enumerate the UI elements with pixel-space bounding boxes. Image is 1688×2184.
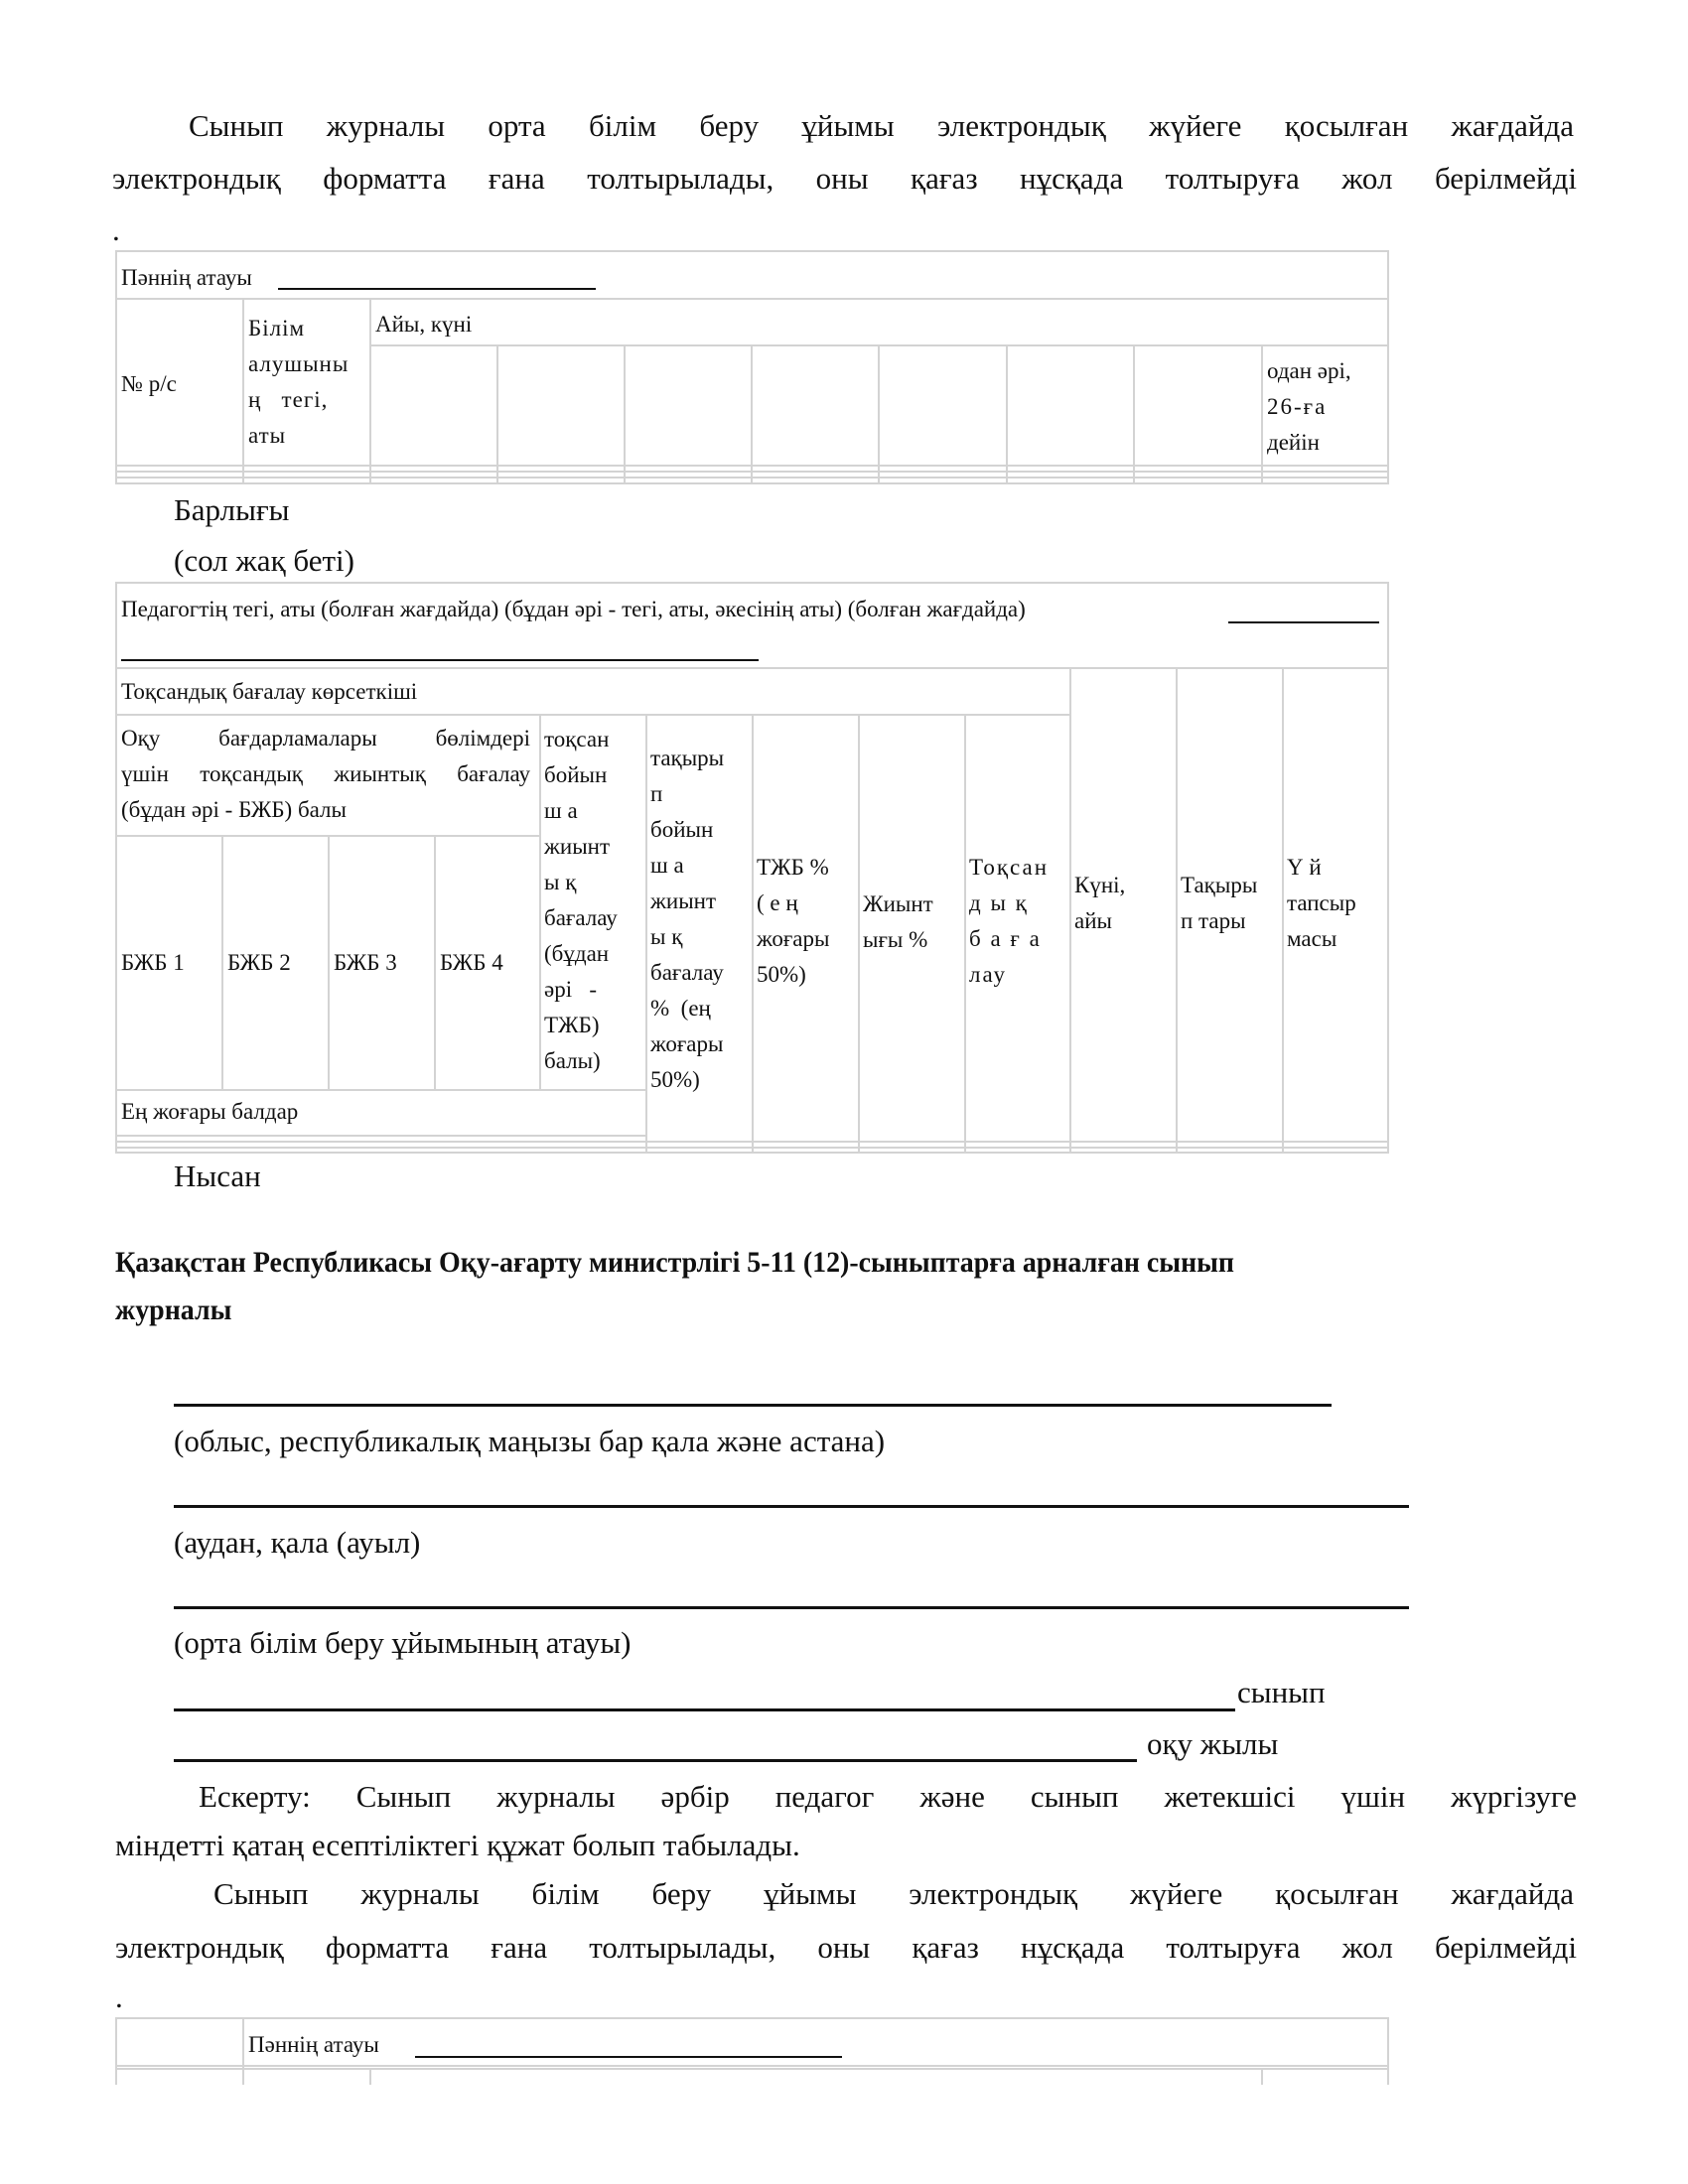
topic-line: тақыры <box>650 746 725 770</box>
teacher-name-field-2[interactable] <box>121 659 759 661</box>
col-further-header <box>1267 353 1351 461</box>
tzhb-line: (бұдан <box>544 941 610 966</box>
left-page-label: (сол жақ беті) <box>174 543 354 578</box>
journal-title-line1: Қазақстан Республикасы Оқу-ағарту министрлігі 5-11 (12)-сыныптарға арналған сынып <box>115 1246 1235 1279</box>
homework-header <box>1287 850 1356 957</box>
topics-header <box>1181 868 1257 939</box>
district-field[interactable] <box>174 1505 1409 1508</box>
note-line2: міндетті қатаң есептіліктегі құжат болып табылады. <box>115 1828 800 1862</box>
note-line1: Ескерту: Сынып журналы әрбір педагог және сынып жетекшісі үшін жүргізуге <box>199 1779 1577 1814</box>
tzhb-line: ш а <box>544 798 578 823</box>
tzhb-line: балы) <box>544 1048 601 1073</box>
tzhb-line: тоқсан <box>544 727 610 751</box>
tzhb-line: жиынт <box>544 834 611 859</box>
col-student-header <box>248 311 365 454</box>
tzhb-pct-line: 50%) <box>757 962 806 987</box>
school-year-suffix-label: оқу жылы <box>1147 1726 1279 1761</box>
outro-paragraph-line1: Сынып журналы білім беру ұйымы электрондық жүйеге қосылған жағдайда <box>213 1876 1574 1911</box>
school-name-field-label: (орта білім беру ұйымының атауы) <box>174 1625 632 1660</box>
topics-line: Тақыры <box>1181 873 1258 897</box>
school-name-field[interactable] <box>174 1606 1409 1609</box>
outro-paragraph-line2: электрондық форматта ғана толтырылады, оны қағаз нұсқада толтыруға жол берілмейді <box>115 1930 1577 1965</box>
bjb-4-header: БЖБ 4 <box>440 950 503 975</box>
topics-line: п тары <box>1181 908 1246 933</box>
subject-name-field[interactable] <box>278 288 596 290</box>
intro-paragraph-line1: Сынып журналы орта білім беру ұйымы электрондық жүйеге қосылған жағдайда <box>189 108 1574 143</box>
max-scores-label: Ең жоғары балдар <box>121 1099 299 1124</box>
subject-name-label: Пәннің атауы <box>121 265 252 290</box>
tzhb-line: бойын <box>544 762 608 787</box>
tzhb-percent-header <box>757 850 829 993</box>
col-student-line: аты <box>248 423 287 448</box>
col-further-line: дейін <box>1267 430 1320 455</box>
quarter-grade-line: лау <box>969 962 1008 987</box>
outro-paragraph-dot: . <box>115 1979 123 2014</box>
tzhb-line: әрі - <box>544 977 598 1002</box>
topic-line: 50%) <box>650 1067 700 1092</box>
bjb-header-line: Оқу бағдарламалары бөлімдері <box>121 726 530 751</box>
bjb-3-header: БЖБ 3 <box>334 950 397 975</box>
date-line: Күні, <box>1074 873 1126 897</box>
tzhb-pct-line: жоғары <box>757 926 830 951</box>
intro-paragraph-line2: электрондық форматта ғана толтырылады, оны қағаз нұсқада толтыруға жол берілмейді <box>112 161 1577 196</box>
topic-line: жиынт <box>650 888 717 913</box>
topic-line: бойын <box>650 817 714 842</box>
date-line: айы <box>1074 908 1112 933</box>
school-year-field[interactable] <box>174 1759 1137 1762</box>
intro-paragraph-dot: . <box>112 212 120 247</box>
topic-line: жоғары <box>650 1031 724 1056</box>
district-field-label: (аудан, қала (ауыл) <box>174 1525 421 1560</box>
homework-line: масы <box>1287 926 1337 951</box>
journal-title-line2: журналы <box>115 1294 232 1326</box>
class-suffix-label: сынып <box>1237 1675 1326 1709</box>
col-further-line: 26-ға <box>1267 394 1328 419</box>
region-field-label: (облыс, республикалық маңызы бар қала және астана) <box>174 1424 886 1458</box>
quarter-summative-header <box>544 722 643 1079</box>
tzhb-line: ы қ <box>544 870 577 894</box>
quarter-grade-line: д ы қ <box>969 890 1029 915</box>
bjb-2-header: БЖБ 2 <box>227 950 291 975</box>
subject-name-label-2: Пәннің атауы <box>248 2032 379 2057</box>
form-label: Нысан <box>174 1159 261 1193</box>
topic-line: бағалау <box>650 960 724 985</box>
region-field[interactable] <box>174 1404 1332 1407</box>
topic-summative-header <box>650 741 750 1098</box>
subject-name-field-2[interactable] <box>415 2056 842 2058</box>
teacher-name-field-1[interactable] <box>1228 621 1379 623</box>
total-pct-line: Жиынт <box>863 891 933 916</box>
quarter-grade-header <box>969 850 1049 993</box>
bjb-header-line: үшін тоқсандық жиынтық бағалау <box>121 761 530 786</box>
tzhb-pct-line: ( е ң <box>757 890 798 915</box>
quarter-grade-line: б а ғ а <box>969 926 1042 951</box>
tzhb-line: бағалау <box>544 905 618 930</box>
date-month-header <box>1074 868 1125 939</box>
topic-line: % (ең <box>650 996 711 1021</box>
quarter-indicator-label: Тоқсандық бағалау көрсеткіші <box>121 679 418 704</box>
topic-line: ш а <box>650 853 684 878</box>
teacher-name-label: Педагогтің тегі, аты (болған жағдайда) (бұдан әрі - тегі, аты, әкесінің аты) (болған жағдайда) <box>121 597 1026 621</box>
col-date-header: Айы, күні <box>375 312 473 337</box>
col-number-header: № р/с <box>121 371 177 396</box>
topic-line: п <box>650 781 663 806</box>
tzhb-pct-line: ТЖБ % <box>757 855 829 880</box>
homework-line: тапсыр <box>1287 890 1356 915</box>
quarter-grade-line: Тоқсан <box>969 855 1050 880</box>
col-student-line: Білім <box>248 316 306 341</box>
bjb-header <box>121 721 530 828</box>
tzhb-line: ТЖБ) <box>544 1013 600 1037</box>
col-further-line: одан әрі, <box>1267 358 1351 383</box>
col-student-line: алушыны <box>248 351 350 376</box>
bjb-1-header: БЖБ 1 <box>121 950 185 975</box>
total-label: Барлығы <box>174 492 290 527</box>
col-student-line: ң тегі, <box>248 387 329 412</box>
class-field[interactable] <box>174 1708 1235 1711</box>
topic-line: ы қ <box>650 924 683 949</box>
bjb-header-line: (бұдан әрі - БЖБ) балы <box>121 797 347 822</box>
total-pct-line: ығы % <box>863 927 928 952</box>
total-percent-header <box>863 887 933 958</box>
homework-line: Ү й <box>1287 855 1322 880</box>
